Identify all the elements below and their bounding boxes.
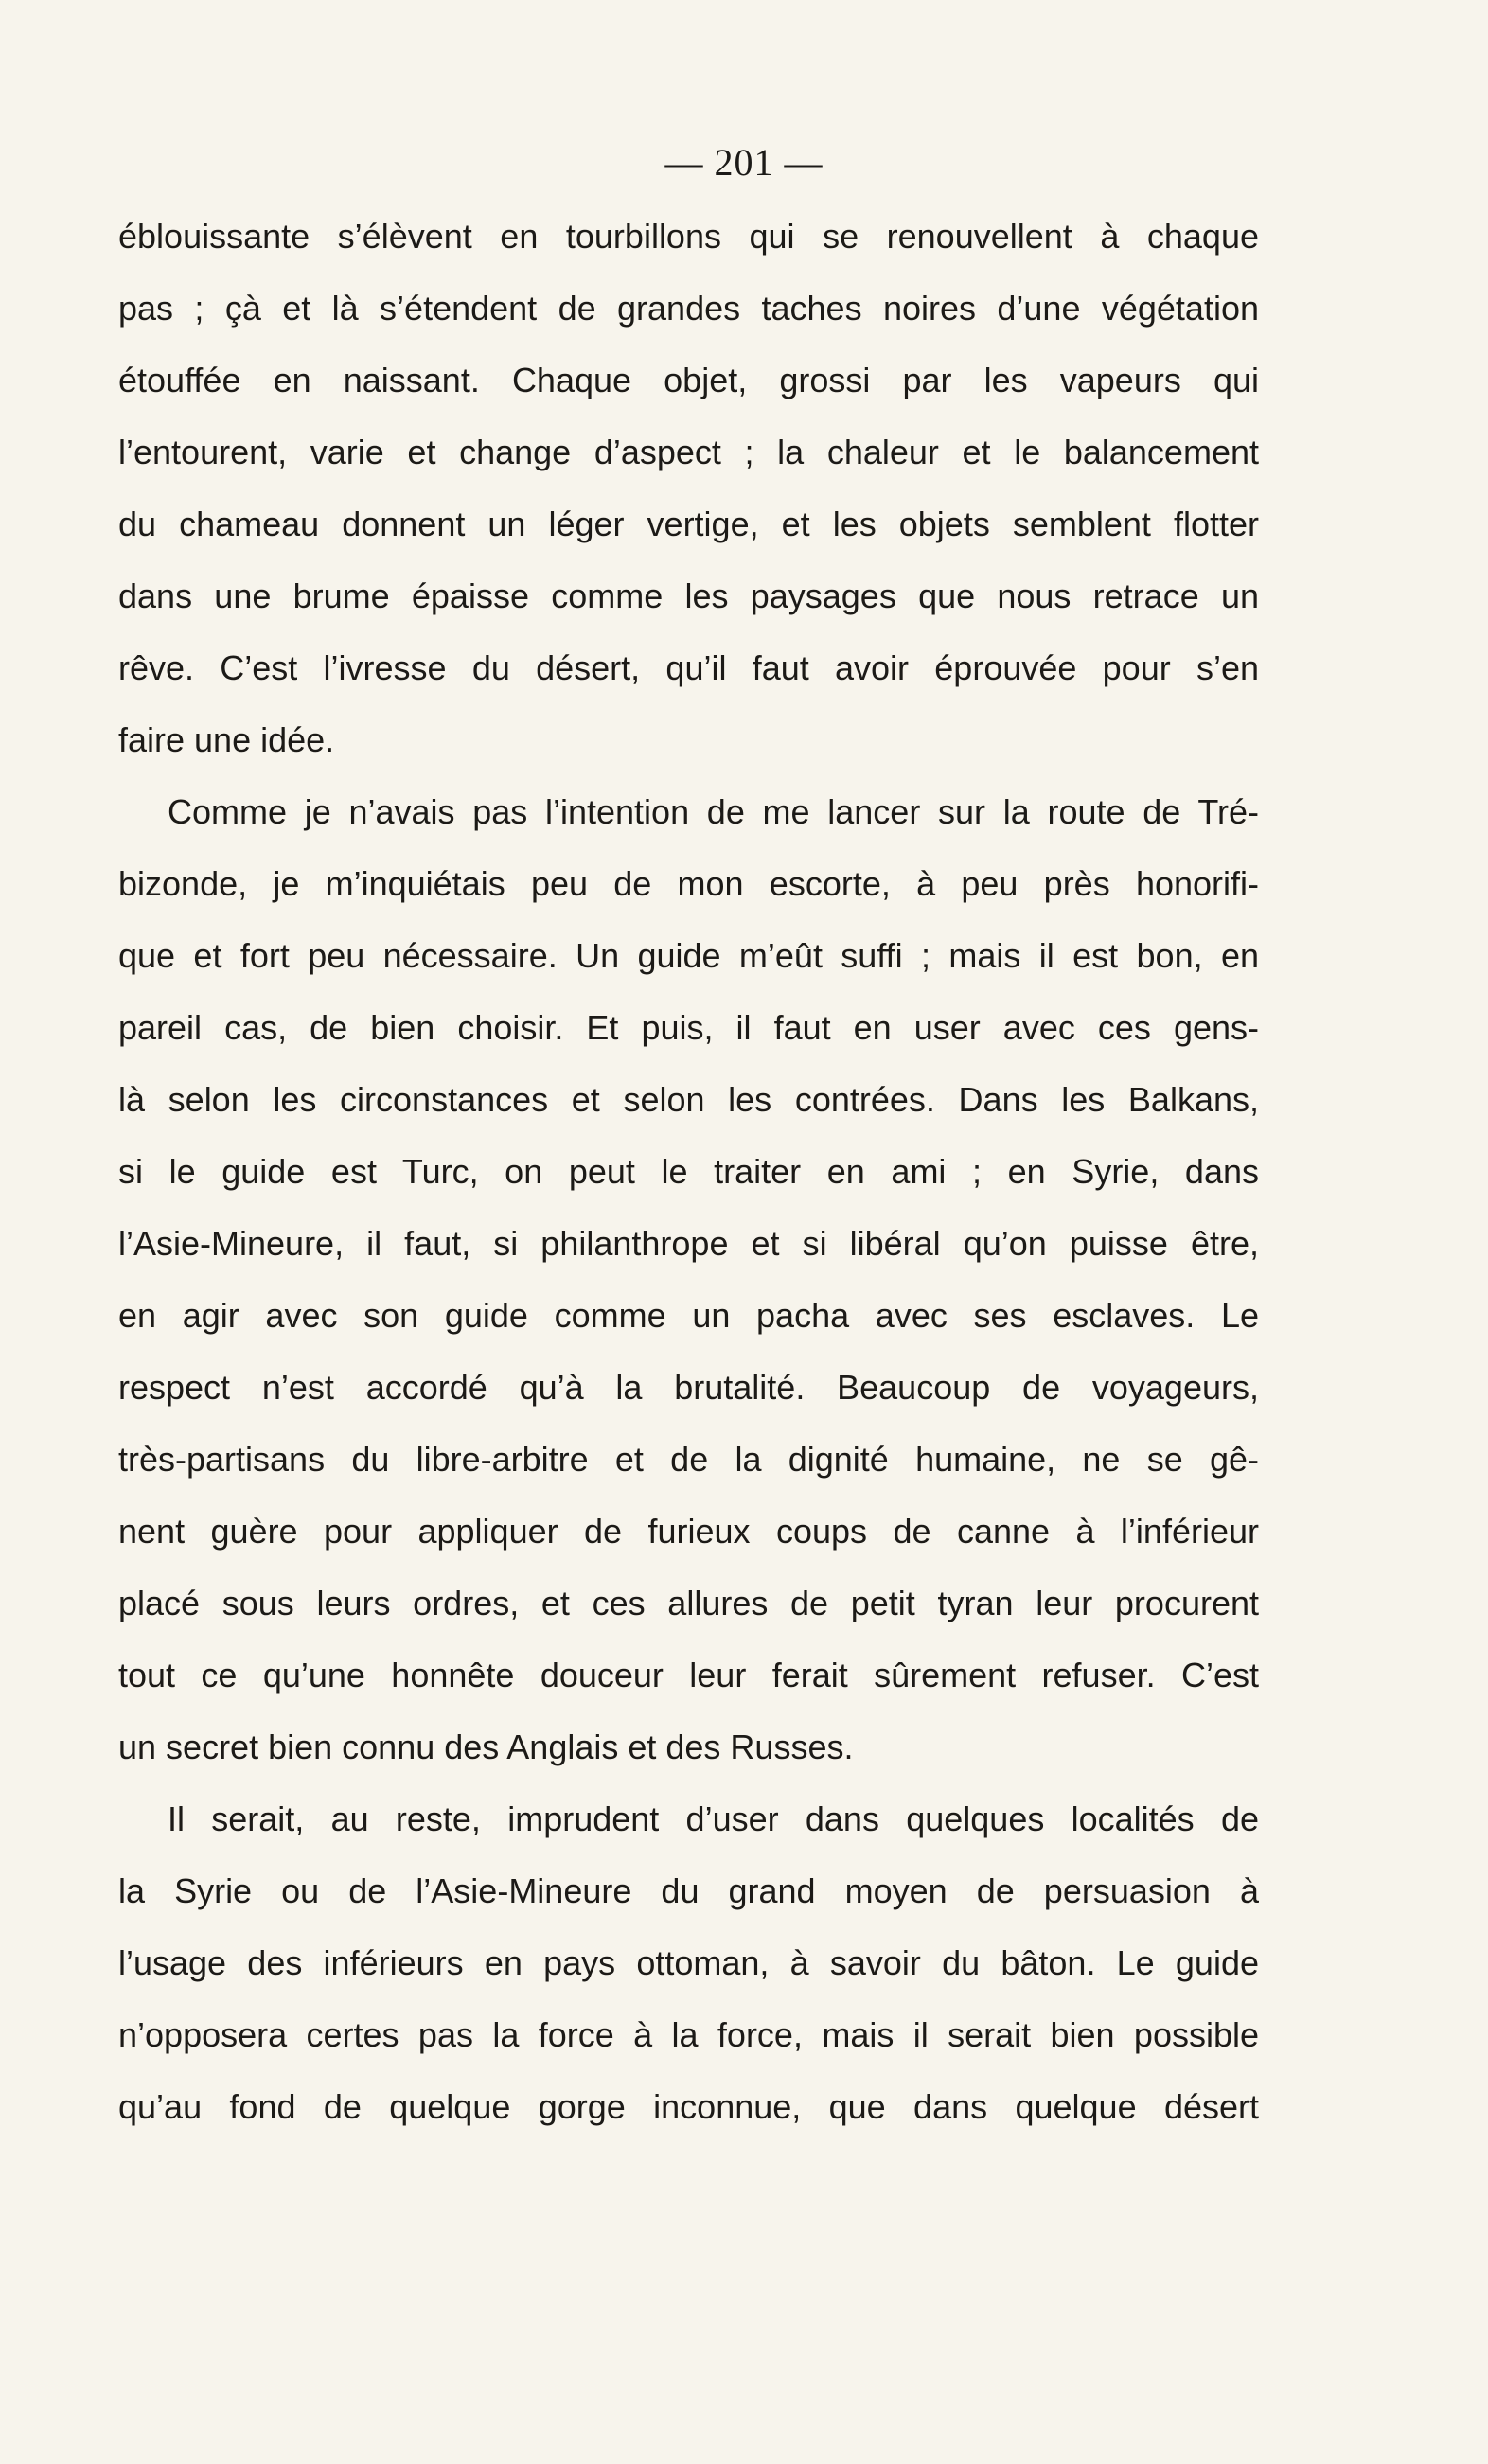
text-line: la Syrie ou de l’Asie-Mineure du grand moyen de persuasion à [118, 1871, 1259, 1910]
text-line: un secret bien connu des Anglais et des Russes. [118, 1728, 854, 1766]
text-line: pareil cas, de bien choisir. Et puis, il faut en user avec ces gens- [118, 1008, 1259, 1047]
text-line: bizonde, je m’inquiétais peu de mon escorte, à peu près honorifi- [118, 864, 1259, 903]
text-line: Comme je n’avais pas l’intention de me lancer sur la route de Tré- [168, 792, 1259, 831]
text-line: que et fort peu nécessaire. Un guide m’eût suffi ; mais il est bon, en [118, 936, 1259, 975]
text-line: très-partisans du libre-arbitre et de la dignité humaine, ne se gê- [118, 1440, 1259, 1479]
text-line: l’usage des inférieurs en pays ottoman, à savoir du bâton. Le guide [118, 1943, 1259, 1982]
text-line: en agir avec son guide comme un pacha avec ses esclaves. Le [118, 1296, 1259, 1335]
text-line: éblouissante s’élèvent en tourbillons qui se renouvellent à chaque [118, 217, 1259, 256]
text-line: n’opposera certes pas la force à la force, mais il serait bien possible [118, 2015, 1259, 2054]
text-line: nent guère pour appliquer de furieux coups de canne à l’inférieur [118, 1512, 1259, 1551]
text-line: qu’au fond de quelque gorge inconnue, que dans quelque désert [118, 2087, 1259, 2126]
text-line: dans une brume épaisse comme les paysages que nous retrace un [118, 576, 1259, 615]
text-line: du chameau donnent un léger vertige, et les objets semblent flotter [118, 505, 1259, 543]
text-line: là selon les circonstances et selon les contrées. Dans les Balkans, [118, 1080, 1259, 1119]
text-line: faire une idée. [118, 720, 335, 759]
body-text [118, 201, 1259, 2143]
text-line: si le guide est Turc, on peut le traiter en ami ; en Syrie, dans [118, 1152, 1259, 1191]
text-line: étouffée en naissant. Chaque objet, grossi par les vapeurs qui [118, 361, 1259, 399]
text-line: respect n’est accordé qu’à la brutalité. Beaucoup de voyageurs, [118, 1368, 1259, 1407]
page-number: — 201 — [664, 141, 824, 184]
text-line: Il serait, au reste, imprudent d’user dans quelques localités de [168, 1799, 1259, 1838]
text-line: l’Asie-Mineure, il faut, si philanthrope et si libéral qu’on puisse être, [118, 1224, 1259, 1263]
text-line: pas ; çà et là s’étendent de grandes taches noires d’une végétation [118, 289, 1259, 328]
text-line: l’entourent, varie et change d’aspect ; la chaleur et le balancement [118, 433, 1259, 471]
text-line: tout ce qu’une honnête douceur leur ferait sûrement refuser. C’est [118, 1656, 1259, 1694]
text-line: placé sous leurs ordres, et ces allures de petit tyran leur procurent [118, 1584, 1259, 1622]
text-line: rêve. C’est l’ivresse du désert, qu’il faut avoir éprouvée pour s’en [118, 648, 1259, 687]
